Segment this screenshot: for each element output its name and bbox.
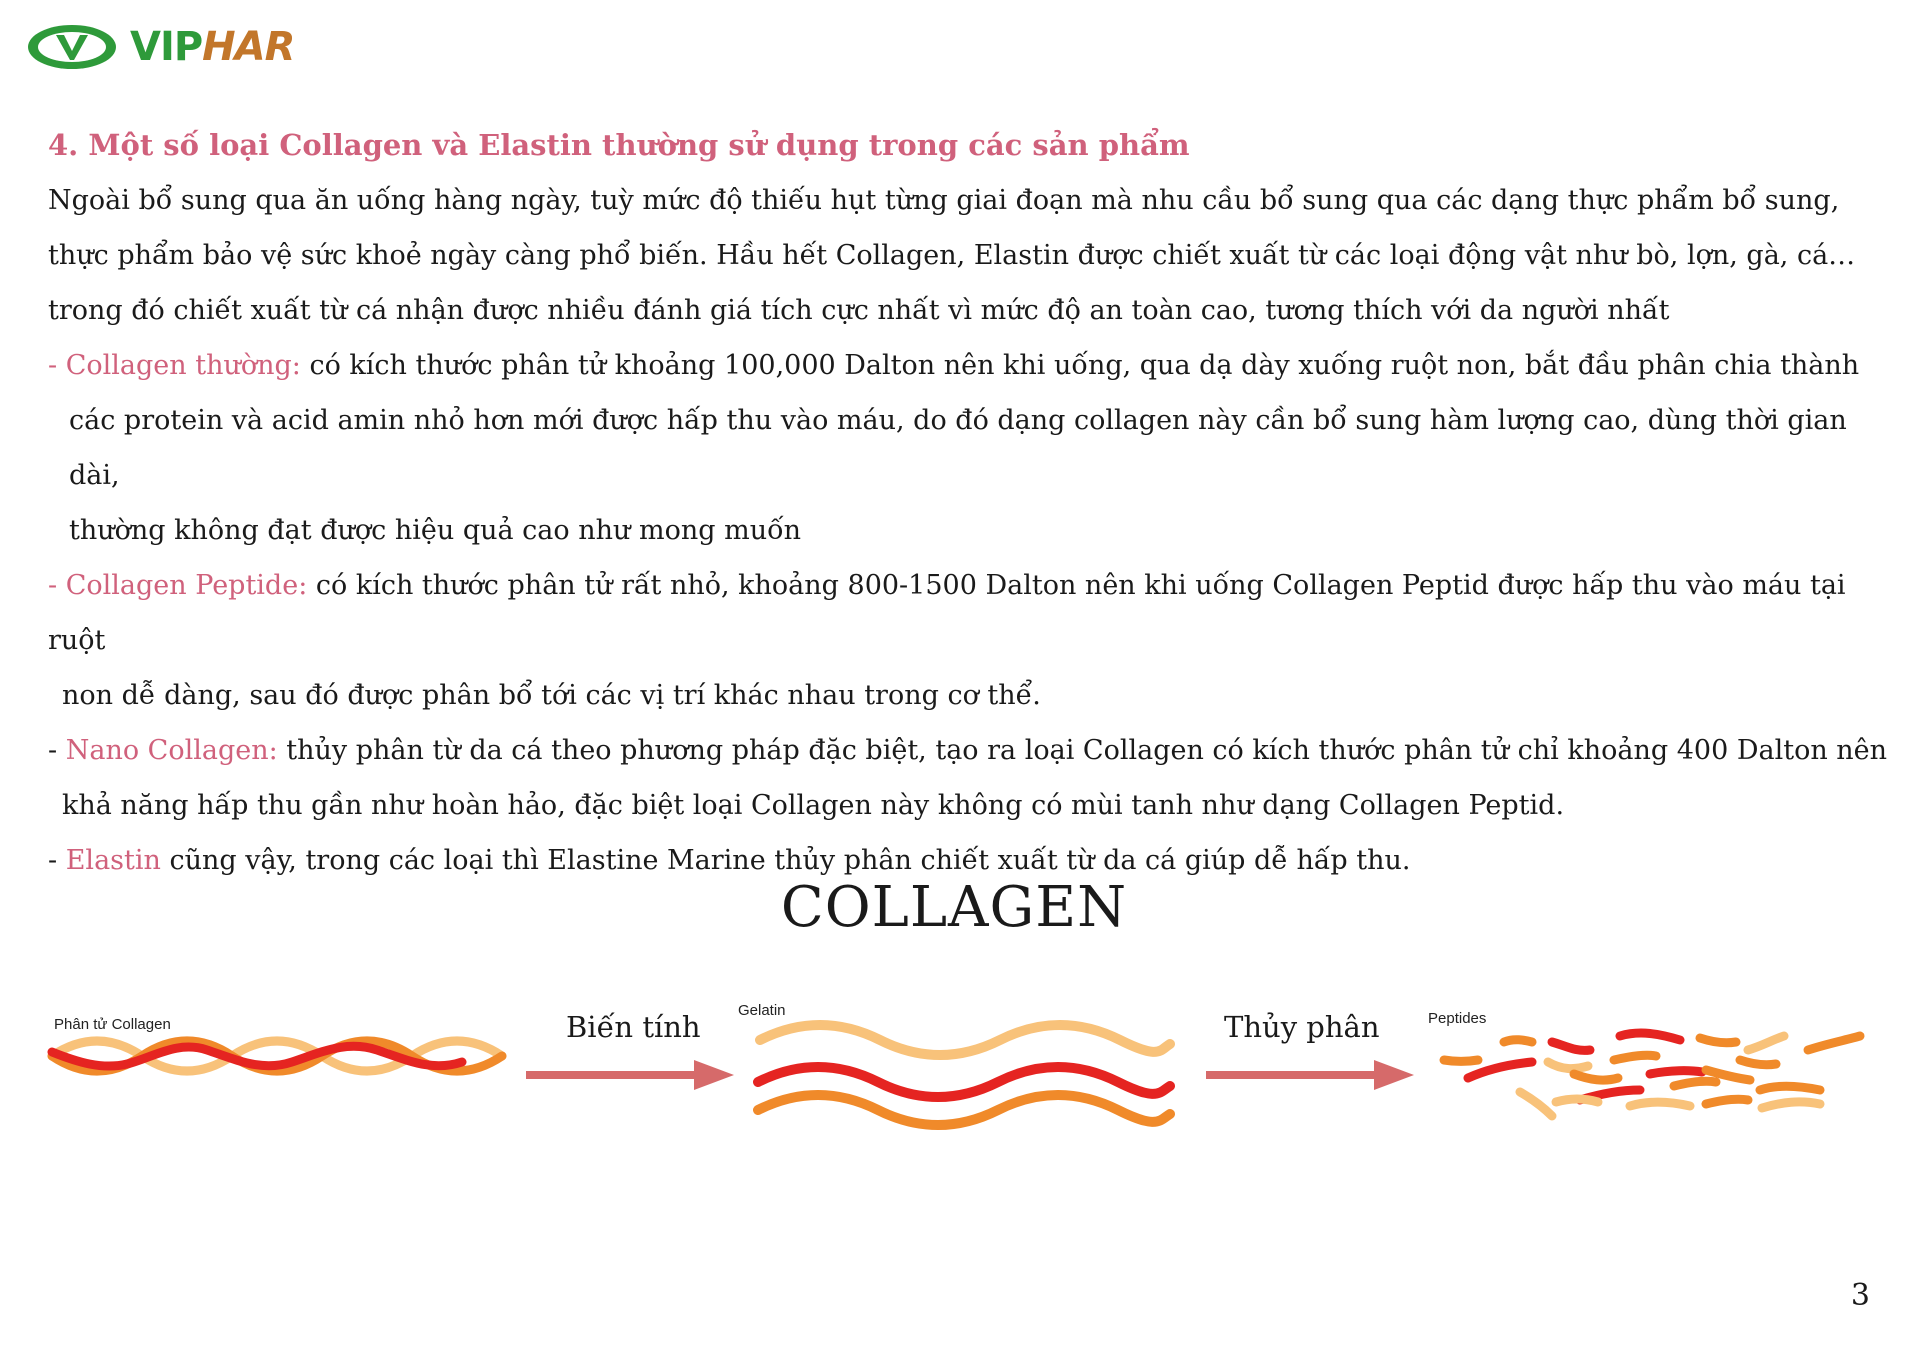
viphar-emblem-icon [26, 22, 118, 72]
list-item-continuation: non dễ dàng, sau đó được phân bổ tới các vị trí khác nhau trong cơ thể. [62, 680, 1041, 711]
step-hydrolysis-label: Thủy phân [1224, 1010, 1380, 1044]
arrow-right-icon [1206, 1060, 1414, 1090]
list-item-continuation: thường không đạt được hiệu quả cao như mong muốn [69, 515, 801, 546]
diagram-graphics [0, 990, 1908, 1140]
peptide-fragments-icon [1444, 1033, 1860, 1116]
gelatin-strands-icon [758, 1025, 1170, 1125]
list-item-collagen-peptide: - Collagen Peptide: có kích thước phân tử rất nhỏ, khoảng 800-1500 Dalton nên khi uống Collagen Peptid được hấp thu vào máu tại ruột [48, 570, 1846, 656]
list-item-elastin: - Elastin cũng vậy, trong các loại thì Elastine Marine thủy phân chiết xuất từ da cá giúp dễ hấp thu. [48, 845, 1411, 876]
logo-wordmark: VIPHAR [130, 24, 295, 70]
term-collagen-thuong: Collagen thường: [65, 350, 301, 381]
page-number: 3 [1850, 1278, 1870, 1313]
gelatin-label: Gelatin [738, 1002, 786, 1019]
arrow-right-icon [526, 1060, 734, 1090]
section-content [48, 118, 1890, 888]
section-heading: 4. Một số loại Collagen và Elastin thường sử dụng trong các sản phẩm [48, 128, 1190, 162]
collagen-process-diagram [0, 990, 1908, 1140]
intro-line: thực phẩm bảo vệ sức khoẻ ngày càng phổ biến. Hầu hết Collagen, Elastin được chiết xuất từ các loại động vật như bò, lợn, gà, cá… [48, 240, 1856, 271]
list-item-collagen-thuong: - Collagen thường: có kích thước phân tử khoảng 100,000 Dalton nên khi uống, qua dạ dày xuống ruột non, bắt đầu phân chia thành [48, 350, 1860, 381]
term-nano-collagen: Nano Collagen: [65, 735, 278, 766]
list-item-continuation: khả năng hấp thu gần như hoàn hảo, đặc biệt loại Collagen này không có mùi tanh như dạng Collagen Peptid. [62, 790, 1565, 821]
step-denature-label: Biến tính [566, 1010, 701, 1044]
term-elastin: Elastin [65, 845, 161, 876]
viphar-logo [26, 22, 294, 72]
intro-line: trong đó chiết xuất từ cá nhận được nhiều đánh giá tích cực nhất vì mức độ an toàn cao, tương thích với da người nhất [48, 295, 1670, 326]
peptides-label: Peptides [1428, 1010, 1487, 1027]
diagram-title: COLLAGEN [780, 875, 1128, 940]
molecule-label: Phân tử Collagen [54, 1016, 171, 1033]
term-collagen-peptide: Collagen Peptide: [65, 570, 308, 601]
intro-line: Ngoài bổ sung qua ăn uống hàng ngày, tuỳ mức độ thiếu hụt từng giai đoạn mà nhu cầu bổ sung qua các dạng thực phẩm bổ sung, [48, 185, 1840, 216]
list-item-continuation: các protein và acid amin nhỏ hơn mới được hấp thu vào máu, do đó dạng collagen này cần bổ sung hàm lượng cao, dùng thời gian dài, [69, 405, 1847, 491]
collagen-triple-helix-icon [52, 1041, 502, 1071]
list-item-nano-collagen: - Nano Collagen: thủy phân từ da cá theo phương pháp đặc biệt, tạo ra loại Collagen có kích thước phân tử chỉ khoảng 400 Dalton nên [48, 735, 1888, 766]
